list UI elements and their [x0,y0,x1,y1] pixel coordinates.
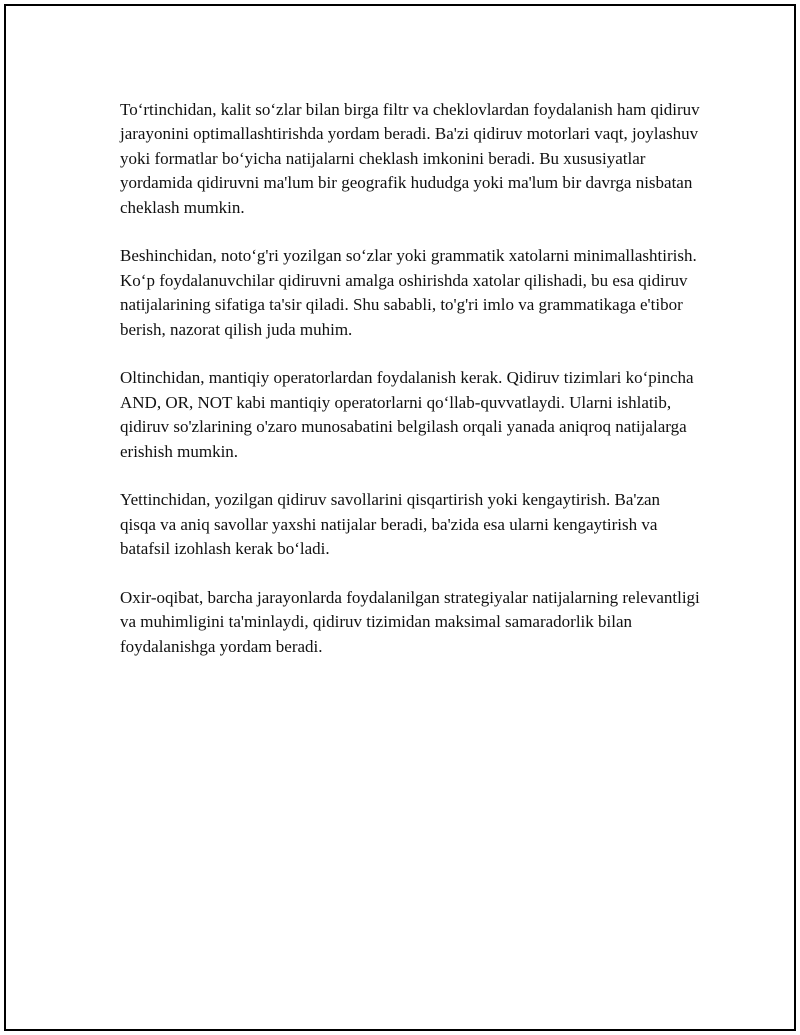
paragraph-4: Yettinchidan, yozilgan qidiruv savollarini qisqartirish yoki kengaytirish. Ba'zan qisqa va aniq savollar yaxshi natijalar beradi, ba'zida esa ularni kengaytirish va batafsil izohlash kerak bo‘ladi. [120,490,661,559]
paragraph-2: Beshinchidan, noto‘g'ri yozilgan so‘zlar yoki grammatik xatolarni minimallashtirish. Ko‘p foydalanuvchilar qidiruvni amalga oshirishda xatolar qilishadi, bu esa qidiruv natijalarining sifatiga ta'sir qiladi. Shu sababli, to'g'ri imlo va grammatikaga e'tibor berish, nazorat qilish juda muhim. [120,246,697,339]
paragraph-5: Oxir-oqibat, barcha jarayonlarda foydalanilgan strategiyalar natijalarning relevantligi va muhimligini ta'minlaydi, qidiruv tizimidan maksimal samaradorlik bilan foydalanishga yordam beradi. [120,588,700,656]
paragraph-3: Oltinchidan, mantiqiy operatorlardan foydalanish kerak. Qidiruv tizimlari ko‘pincha AND, OR, NOT kabi mantiqiy operatorlarni qo‘llab-quvvatlaydi. Ularni ishlatib, qidiruv so'zlarining o'zaro munosabatini belgilash orqali yanada aniqroq natijalarga erishish mumkin. [120,368,694,461]
paragraph-1: To‘rtinchidan, kalit so‘zlar bilan birga filtr va cheklovlardan foydalanish ham qidiruv jarayonini optimallashtirishda yordam beradi. Ba'zi qidiruv motorlari vaqt, joylashuv yoki formatlar bo‘yicha natijalarni cheklash imkonini beradi. Bu xususiyatlar yordamida qidiruvni ma'lum bir geografik hududga yoki ma'lum bir davrga nisbatan cheklash mumkin. [120,100,700,217]
page-frame [4,4,796,1031]
document-body [120,98,700,684]
